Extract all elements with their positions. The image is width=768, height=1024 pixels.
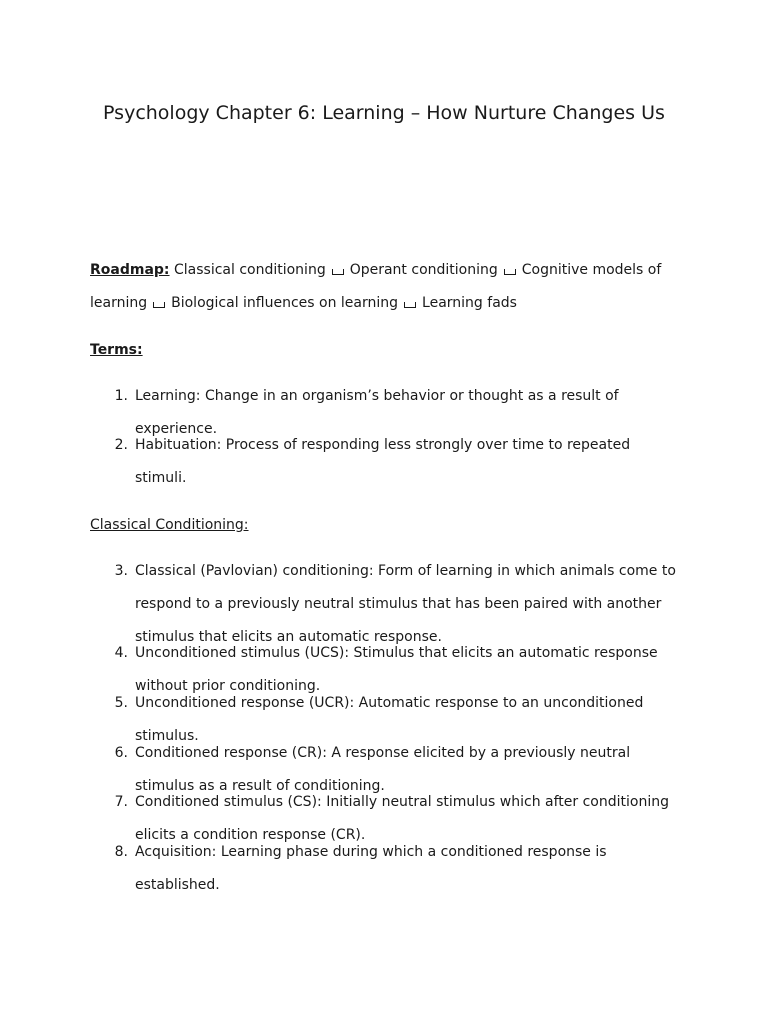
roadmap-item: Operant conditioning xyxy=(349,262,498,278)
page-title: Psychology Chapter 6: Learning – How Nurture Changes Us xyxy=(103,102,665,124)
terms-heading-text: Terms: xyxy=(90,342,143,358)
list-text: Conditioned response (CR): A response elicited by a previously neutral stimulus as a result of conditioning. xyxy=(135,745,631,794)
separator-icon xyxy=(332,269,344,275)
list-text: Conditioned stimulus (CS): Initially neutral stimulus which after conditioning elicits a condition response (CR). xyxy=(135,794,669,843)
list-number: 1. xyxy=(114,388,128,404)
list-item xyxy=(112,836,682,902)
classical-heading-text: Classical Conditioning: xyxy=(90,517,249,533)
list-number: 7. xyxy=(114,794,128,810)
roadmap-item: Learning fads xyxy=(422,295,517,311)
terms-heading xyxy=(90,334,680,367)
list-text: Classical (Pavlovian) conditioning: Form of learning in which animals come to respond to a previously neutral stimulus that has been paired with another stimulus that elicits an automatic response. xyxy=(135,563,676,645)
list-text: Unconditioned response (UCR): Automatic response to an unconditioned stimulus. xyxy=(135,695,644,744)
list-text: Acquisition: Learning phase during which a conditioned response is established. xyxy=(135,844,607,893)
list-number: 2. xyxy=(114,437,128,453)
roadmap-item: Biological influences on learning xyxy=(171,295,399,311)
roadmap-item: Classical conditioning xyxy=(173,262,326,278)
separator-icon xyxy=(153,302,165,308)
list-text: Learning: Change in an organism’s behavior or thought as a result of experience. xyxy=(135,388,619,437)
list-number: 6. xyxy=(114,745,128,761)
list-item xyxy=(112,429,682,495)
roadmap-item: Cognitive models of learning xyxy=(90,262,662,311)
roadmap xyxy=(90,254,680,320)
roadmap-label: Roadmap: xyxy=(90,262,170,278)
list-text: Habituation: Process of responding less strongly over time to repeated stimuli. xyxy=(135,437,631,486)
list-number: 3. xyxy=(114,563,128,579)
list-number: 4. xyxy=(114,645,128,661)
separator-icon xyxy=(504,269,516,275)
separator-icon xyxy=(404,302,416,308)
list-text: Unconditioned stimulus (UCS): Stimulus that elicits an automatic response without prior conditioning. xyxy=(135,645,658,694)
list-number: 5. xyxy=(114,695,128,711)
classical-heading xyxy=(90,509,680,542)
list-number: 8. xyxy=(114,844,128,860)
